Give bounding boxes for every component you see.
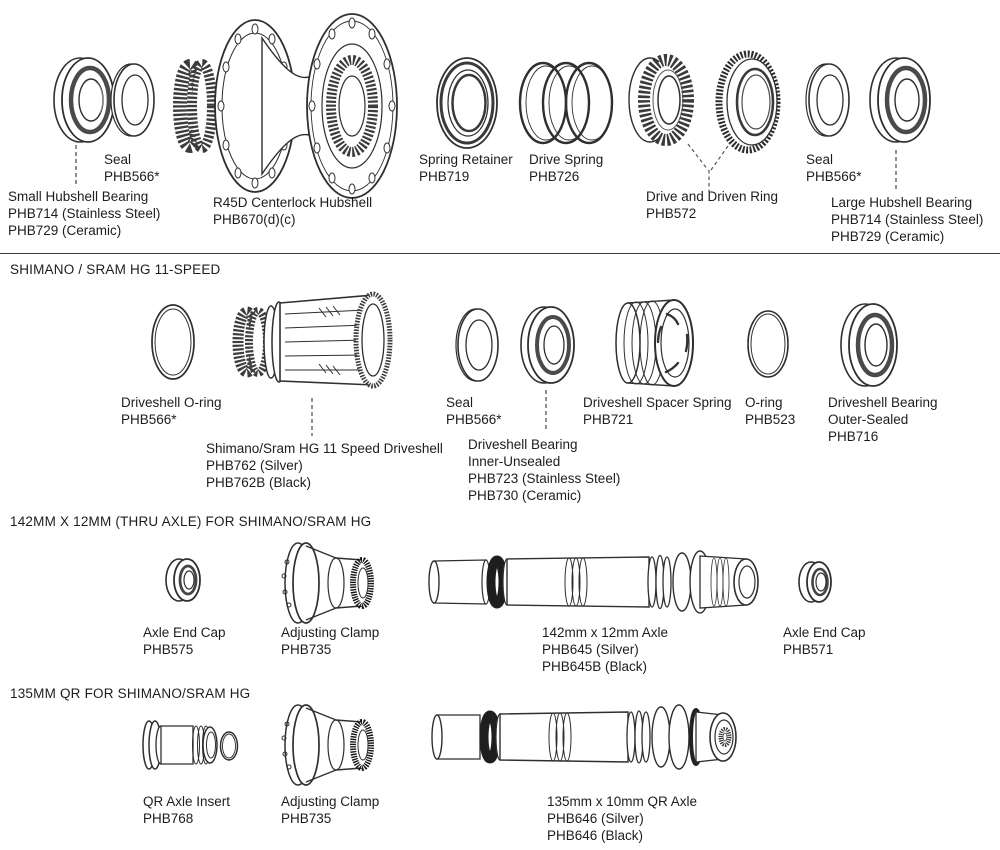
drive-ring-diagram <box>628 50 700 150</box>
label-line: PHB646 (Silver) <box>547 811 644 826</box>
axle-end-cap-left-diagram <box>162 552 208 608</box>
label-line: O-ring <box>745 395 783 410</box>
driveshell-bearing-outer-diagram <box>838 300 906 390</box>
label-line: PHB735 <box>281 811 332 826</box>
label-line: PHB730 (Ceramic) <box>468 488 582 503</box>
label-line: Driveshell Bearing <box>468 437 578 452</box>
label-seal-hg <box>446 394 502 428</box>
label-line: Outer-Sealed <box>828 412 909 427</box>
label-driveshell-bearing-inner <box>468 436 620 504</box>
label-line: Spring Retainer <box>419 152 513 167</box>
label-driveshell-bearing-outer <box>828 394 938 445</box>
label-adjusting-clamp-2 <box>281 793 379 827</box>
label-drive-spring <box>529 151 603 185</box>
label-driveshell-o-ring <box>121 394 222 428</box>
label-line: PHB646 (Black) <box>547 828 644 843</box>
driveshell-diagram <box>227 286 412 396</box>
o-ring-diagram <box>745 309 791 379</box>
hubshell-diagram <box>160 8 415 204</box>
label-line: QR Axle Insert <box>143 794 231 809</box>
label-adjusting-clamp <box>281 624 379 658</box>
label-line: PHB762 (Silver) <box>206 458 303 473</box>
section-divider <box>0 253 1000 254</box>
label-line: Driveshell Spacer Spring <box>583 395 732 410</box>
adjusting-clamp-diagram <box>278 540 378 626</box>
label-small-hubshell-bearing <box>8 188 160 239</box>
label-line: PHB716 <box>828 429 879 444</box>
label-line: PHB714 (Stainless Steel) <box>831 212 984 227</box>
label-line: PHB566* <box>121 412 177 427</box>
adjusting-clamp-2-diagram <box>278 702 378 788</box>
qr-axle-insert-diagram <box>135 712 239 778</box>
drive-spring-diagram <box>517 60 613 146</box>
leader-line <box>890 150 902 192</box>
label-qr-axle-135 <box>547 793 697 844</box>
label-axle-142 <box>542 624 668 675</box>
spring-retainer-diagram <box>434 57 500 149</box>
label-line: Driveshell O-ring <box>121 395 222 410</box>
label-seal-right <box>806 151 862 185</box>
label-line: PHB566* <box>806 169 862 184</box>
label-line: PHB670(d)(c) <box>213 212 296 227</box>
label-line: PHB566* <box>446 412 502 427</box>
label-line: PHB719 <box>419 169 470 184</box>
label-line: PHB762B (Black) <box>206 475 312 490</box>
label-line: Seal <box>104 152 132 167</box>
label-line: PHB566* <box>104 169 160 184</box>
seal-right-diagram <box>802 62 854 138</box>
label-line: Drive Spring <box>529 152 604 167</box>
label-line: PHB645B (Black) <box>542 659 648 674</box>
label-qr-axle-insert <box>143 793 230 827</box>
driveshell-bearing-inner-diagram <box>518 303 582 387</box>
leader-line <box>306 398 318 436</box>
label-line: Seal <box>446 395 474 410</box>
leader-line <box>70 145 82 187</box>
label-line: Adjusting Clamp <box>281 625 380 640</box>
label-line: PHB723 (Stainless Steel) <box>468 471 621 486</box>
label-line: R45D Centerlock Hubshell <box>213 195 373 210</box>
label-line: Inner-Unsealed <box>468 454 561 469</box>
axle-end-cap-right-diagram <box>795 556 837 608</box>
label-axle-end-cap-left <box>143 624 226 658</box>
label-line: PHB572 <box>646 206 697 221</box>
label-line: 142mm x 12mm Axle <box>542 625 669 640</box>
section-header-hg11: SHIMANO / SRAM HG 11-SPEED <box>10 262 221 277</box>
leader-line-v <box>652 142 767 194</box>
label-line: Seal <box>806 152 834 167</box>
label-line: Axle End Cap <box>783 625 866 640</box>
label-driveshell-spacer-spring <box>583 394 732 428</box>
label-line: Drive and Driven Ring <box>646 189 779 204</box>
label-line: PHB768 <box>143 811 194 826</box>
driven-ring-diagram <box>712 50 790 154</box>
label-seal-left <box>104 151 160 185</box>
axle-142-diagram <box>424 548 774 616</box>
section-header-135: 135MM QR FOR SHIMANO/SRAM HG <box>10 686 251 701</box>
label-line: PHB726 <box>529 169 580 184</box>
label-line: PHB721 <box>583 412 634 427</box>
seal-hg-diagram <box>452 307 504 383</box>
seal-left-diagram <box>107 62 159 138</box>
label-spring-retainer <box>419 151 513 185</box>
leader-line <box>540 390 552 432</box>
label-line: PHB523 <box>745 412 796 427</box>
label-line: Adjusting Clamp <box>281 794 380 809</box>
label-line: PHB575 <box>143 642 194 657</box>
label-driveshell <box>206 440 443 491</box>
label-drive-and-driven-ring <box>646 188 778 222</box>
label-line: PHB645 (Silver) <box>542 642 639 657</box>
label-line: PHB735 <box>281 642 332 657</box>
driveshell-o-ring-diagram <box>149 302 197 382</box>
label-line: Shimano/Sram HG 11 Speed Driveshell <box>206 441 443 456</box>
label-line: Axle End Cap <box>143 625 226 640</box>
label-axle-end-cap-right <box>783 624 866 658</box>
label-line: PHB571 <box>783 642 834 657</box>
label-large-hubshell-bearing <box>831 194 983 245</box>
label-line: PHB729 (Ceramic) <box>8 223 122 238</box>
qr-axle-135-diagram <box>428 702 763 772</box>
label-line: 135mm x 10mm QR Axle <box>547 794 698 809</box>
driveshell-spacer-spring-diagram <box>604 295 700 391</box>
large-hubshell-bearing-diagram <box>866 53 936 147</box>
label-o-ring <box>745 394 795 428</box>
label-line: Small Hubshell Bearing <box>8 189 149 204</box>
label-line: PHB729 (Ceramic) <box>831 229 945 244</box>
label-line: PHB714 (Stainless Steel) <box>8 206 161 221</box>
section-header-142: 142MM X 12MM (THRU AXLE) FOR SHIMANO/SRAM HG <box>10 514 372 529</box>
label-hubshell <box>213 194 372 228</box>
label-line: Driveshell Bearing <box>828 395 938 410</box>
label-line: Large Hubshell Bearing <box>831 195 973 210</box>
